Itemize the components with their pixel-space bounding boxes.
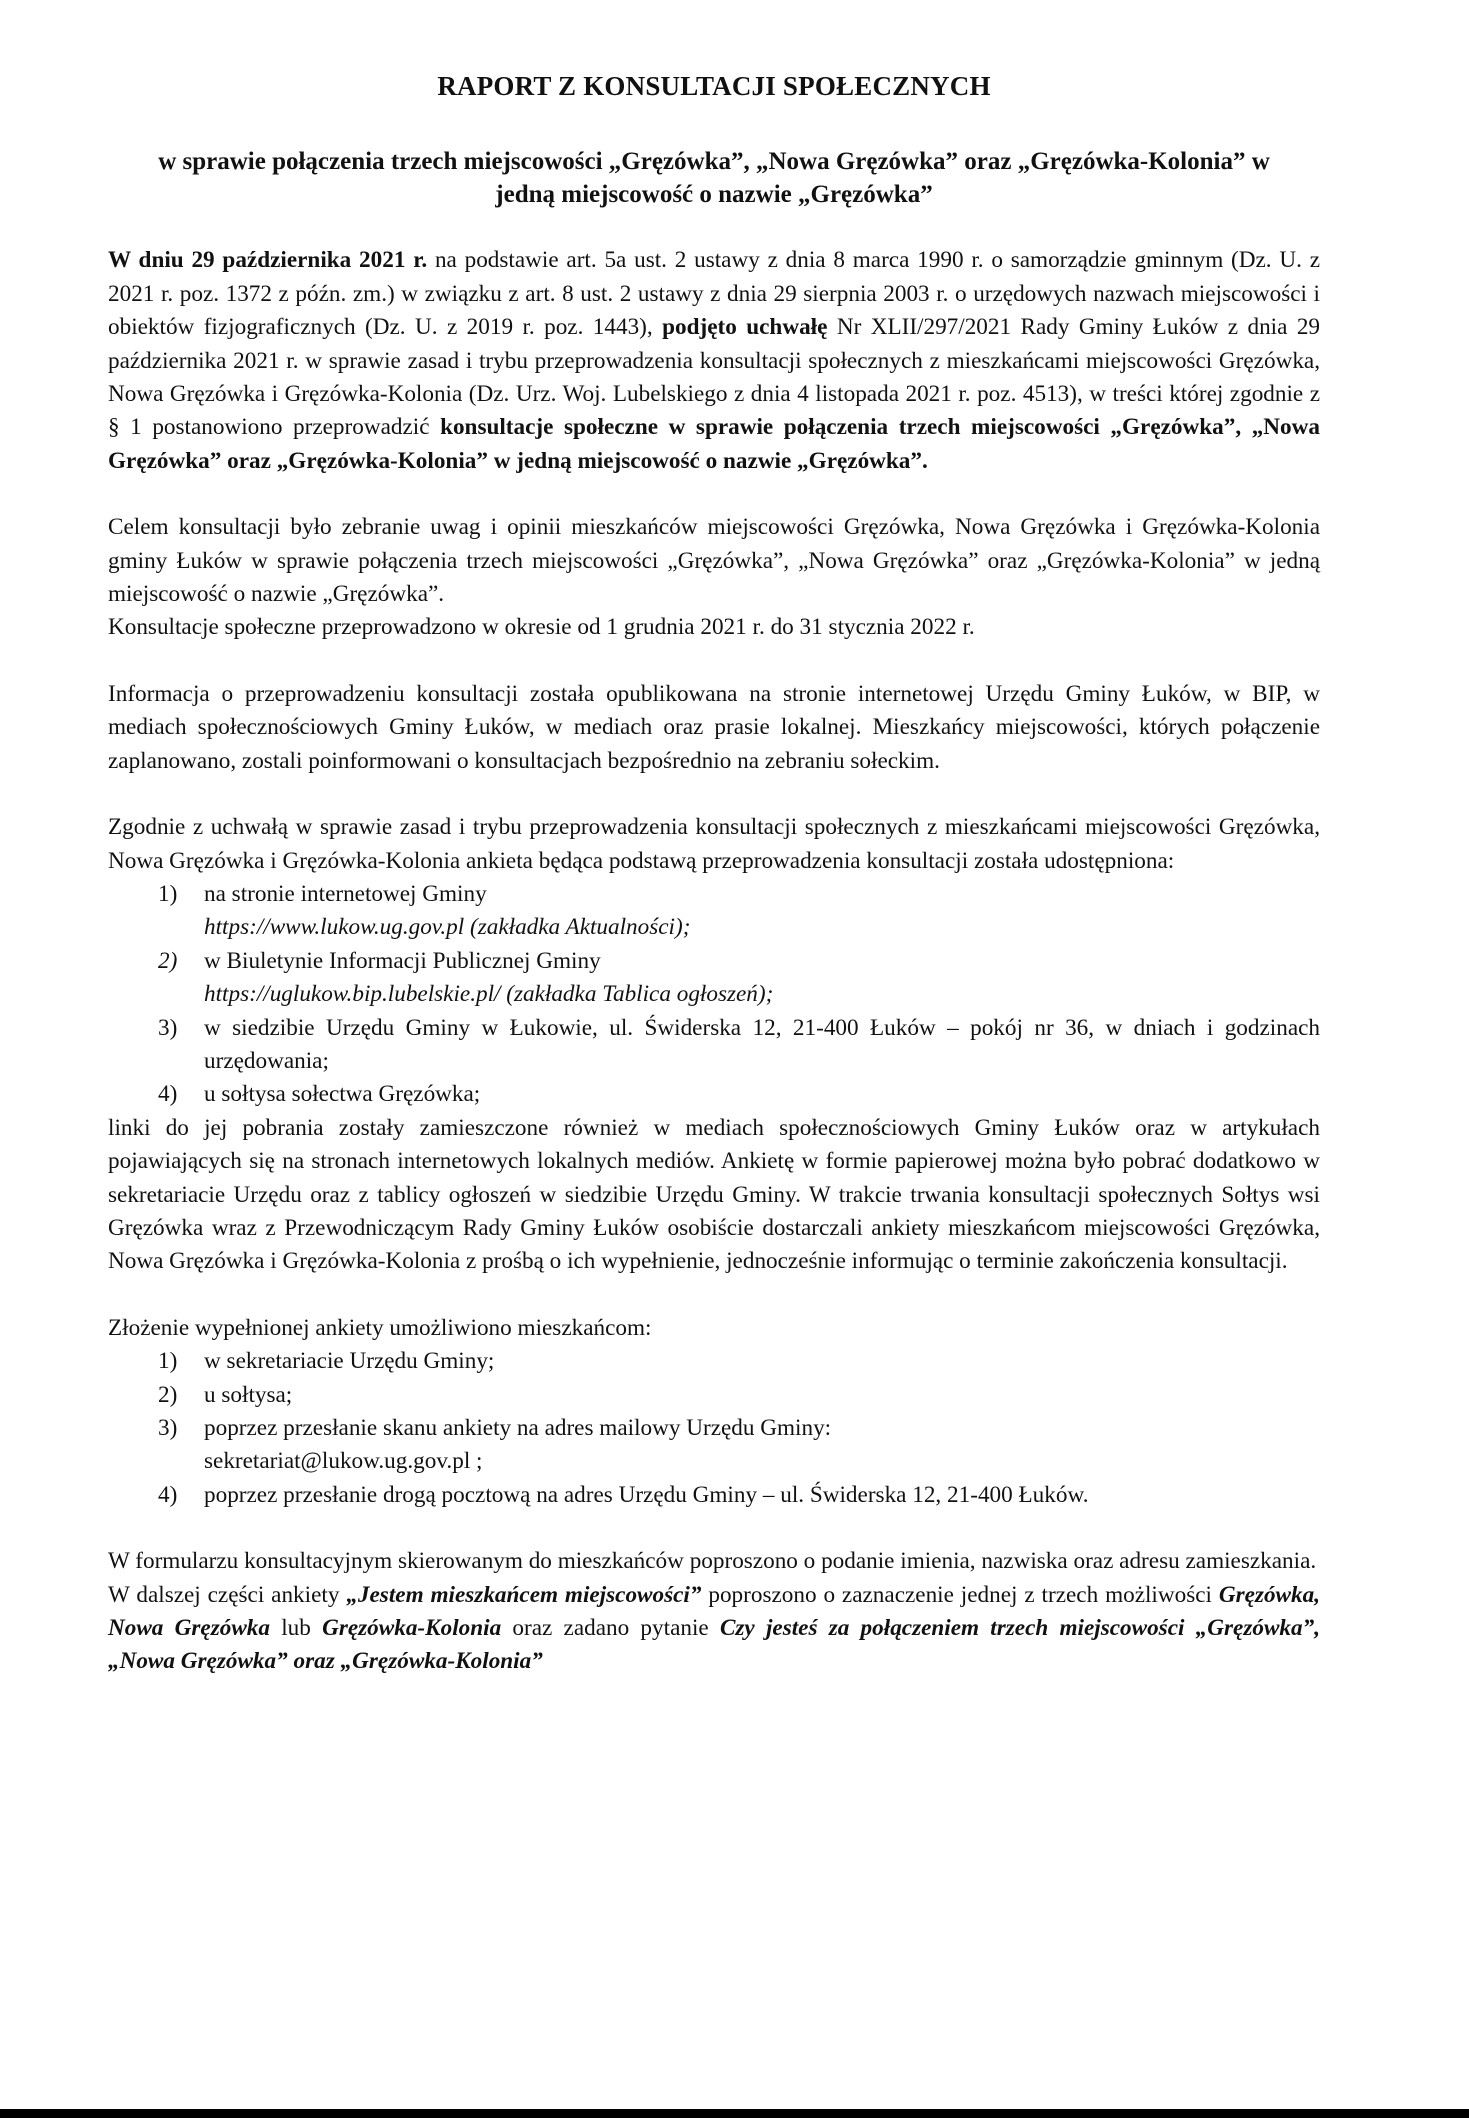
document-body: [108, 70, 1320, 1679]
paragraph-text: W dalszej części ankiety: [108, 1581, 347, 1608]
list-item: [108, 1012, 1320, 1079]
option-name: Gręzówka-Kolonia: [322, 1615, 502, 1642]
list-number: 4): [158, 1481, 178, 1508]
list-text: poprzez przesłanie drogą pocztową na adres Urzędu Gminy – ul. Świderska 12, 21-400 Łuków.: [204, 1481, 1089, 1508]
list-item: [108, 945, 1320, 1012]
list-number: 1): [158, 880, 178, 907]
list-item: [108, 1479, 1320, 1512]
list-text: poprzez przesłanie skanu ankiety na adres mailowy Urzędu Gminy:: [204, 1415, 832, 1441]
list-text: na stronie internetowej Gminy: [204, 880, 487, 907]
paragraph-period: Konsultacje społeczne przeprowadzono w okresie od 1 grudnia 2021 r. do 31 stycznia 2022 r.: [108, 614, 975, 641]
list-text: w sekretariacie Urzędu Gminy;: [204, 1348, 495, 1375]
form-field-label: „Jestem mieszkańcem miejscowości”: [346, 1581, 702, 1608]
list-number: 4): [158, 1081, 178, 1108]
paragraph-availability-intro: Zgodnie z uchwałą w sprawie zasad i trybu przeprowadzenia konsultacji społecznych z mieszkańcami miejscowości Gręzówka, Nowa Gręzówka i Gręzówka-Kolonia ankieta będąca podstawą przeprowadzenia konsultacji została udostępniona:: [108, 814, 1320, 874]
paragraph-form-question: [108, 1579, 1320, 1679]
list-number: 3): [158, 1014, 178, 1041]
document-title: RAPORT Z KONSULTACJI SPOŁECZNYCH: [437, 71, 991, 101]
paragraph-text: Nr XLII/297/2021 Rady Gminy Łuków z dnia 29 października 2021 r. w sprawie zasad i trybu przeprowadzenia konsultacji społecznych z mieszkańcami miejscowości Gręzówka, Nowa Gręzówka i Gręzówka-Kolonia (Dz. Urz. Woj. Lubelskiego z dnia 4 listopada 2021 r. poz. 4513), w treści której zgodnie z § 1 postanowiono przeprowadzić: [108, 314, 1321, 441]
list-item: [108, 1078, 1320, 1111]
list-text: u sołtysa sołectwa Gręzówka;: [204, 1081, 481, 1108]
consultation-subject: konsultacje społeczne w sprawie połączenia trzech miejscowości „Gręzówka”, „Nowa Gręzówka” oraz „Gręzówka-Kolonia” w jedną miejscowość o nazwie „Gręzówka”.: [108, 414, 1320, 474]
list-item: [108, 1412, 1320, 1479]
email-link[interactable]: sekretariat@lukow.ug.gov.pl ;: [204, 1448, 483, 1475]
document-subtitle: w sprawie połączenia trzech miejscowości „Gręzówka”, „Nowa Gręzówka” oraz „Gręzówka-Kolonia” w jedną miejscowość o nazwie „Gręzówka”: [158, 148, 1270, 209]
paragraph-distribution: linki do jej pobrania zostały zamieszczone również w mediach społecznościowych Gminy Łuków oraz w artykułach pojawiających się na stronach internetowych lokalnych mediów. Ankietę w formie papierowej można było pobrać dodatkowo w sekretariacie Urzędu oraz z tablicy ogłoszeń w siedzibie Urzędu Gminy. W trakcie trwania konsultacji społecznych Sołtys wsi Gręzówka wraz z Przewodniczącym Rady Gminy Łuków osobiście dostarczali ankiety mieszkańcom miejscowości Gręzówka, Nowa Gręzówka i Gręzówka-Kolonia z prośbą o ich wypełnienie, jednocześnie informując o terminie zakończenia konsultacji.: [108, 1114, 1320, 1275]
list-number: 2): [158, 1381, 178, 1408]
list-number: 3): [158, 1415, 178, 1441]
paragraph-submission-intro: Złożenie wypełnionej ankiety umożliwiono mieszkańcom:: [108, 1314, 652, 1341]
availability-list: [108, 878, 1320, 1112]
survey-question: Czy jesteś za połączeniem trzech miejscowości „Gręzówka”, „Nowa Gręzówka” oraz „Gręzówka-Kolonia”: [108, 1615, 1320, 1675]
paragraph-text: poproszono o zaznaczenie jednej z trzech możliwości: [701, 1581, 1219, 1608]
list-text: w siedzibie Urzędu Gminy w Łukowie, ul. Świderska 12, 21-400 Łuków – pokój nr 36, w dniach i godzinach urzędowania;: [204, 1014, 1320, 1074]
list-text: u sołtysa;: [204, 1381, 293, 1408]
paragraph-purpose: Celem konsultacji było zebranie uwag i opinii mieszkańców miejscowości Gręzówka, Nowa Gręzówka i Gręzówka-Kolonia gminy Łuków w sprawie połączenia trzech miejscowości „Gręzówka”, „Nowa Gręzówka” oraz „Gręzówka-Kolonia” w jedną miejscowość o nazwie „Gręzówka”.: [108, 514, 1320, 608]
list-item: [108, 1379, 1320, 1412]
paragraph-resolution: [108, 244, 1320, 478]
list-item: [108, 878, 1320, 945]
paragraph-text: na podstawie art. 5a ust. 2 ustawy z dnia 8 marca 1990 r. o samorządzie gminnym (Dz. U. z 2021 r. poz. 1372 z późn. zm.) w związku z art. 8 ust. 2 ustawy z dnia 29 sierpnia 2003 r. o urzędowych nazwach miejscowości i obiektów fizjograficznych (Dz. U. z 2019 r. poz. 1443),: [108, 247, 1320, 341]
list-number: 1): [158, 1348, 178, 1375]
scan-edge-bar: [0, 2109, 1469, 2118]
list-item: [108, 1345, 1320, 1378]
paragraph-form-fields: W formularzu konsultacyjnym skierowanym do mieszkańców poproszono o podanie imienia, nazwiska oraz adresu zamieszkania.: [108, 1548, 1317, 1575]
list-text: w Biuletynie Informacji Publicznej Gminy: [204, 947, 601, 974]
bip-link[interactable]: https://uglukow.bip.lubelskie.pl/ (zakładka Tablica ogłoszeń);: [204, 981, 774, 1008]
list-number: 2): [158, 947, 178, 974]
paragraph-publication: Informacja o przeprowadzeniu konsultacji została opublikowana na stronie internetowej Urzędu Gminy Łuków, w BIP, w mediach społecznościowych Gminy Łuków, w mediach oraz prasie lokalnej. Mieszkańcy miejscowości, których połączenie zaplanowano, zostali poinformowani o konsultacjach bezpośrednio na zebraniu sołeckim.: [108, 680, 1320, 774]
submission-list: [108, 1345, 1320, 1512]
website-link[interactable]: https://www.lukow.ug.gov.pl (zakładka Aktualności);: [204, 914, 691, 941]
option-names: Gręzówka, Nowa Gręzówka: [108, 1581, 1321, 1642]
paragraph-text: lub: [269, 1615, 323, 1642]
paragraph-text: oraz zadano pytanie: [501, 1615, 720, 1642]
resolution-date: W dniu 29 października 2021 r.: [108, 247, 428, 274]
resolution-adopted: podjęto uchwałę: [662, 314, 828, 341]
